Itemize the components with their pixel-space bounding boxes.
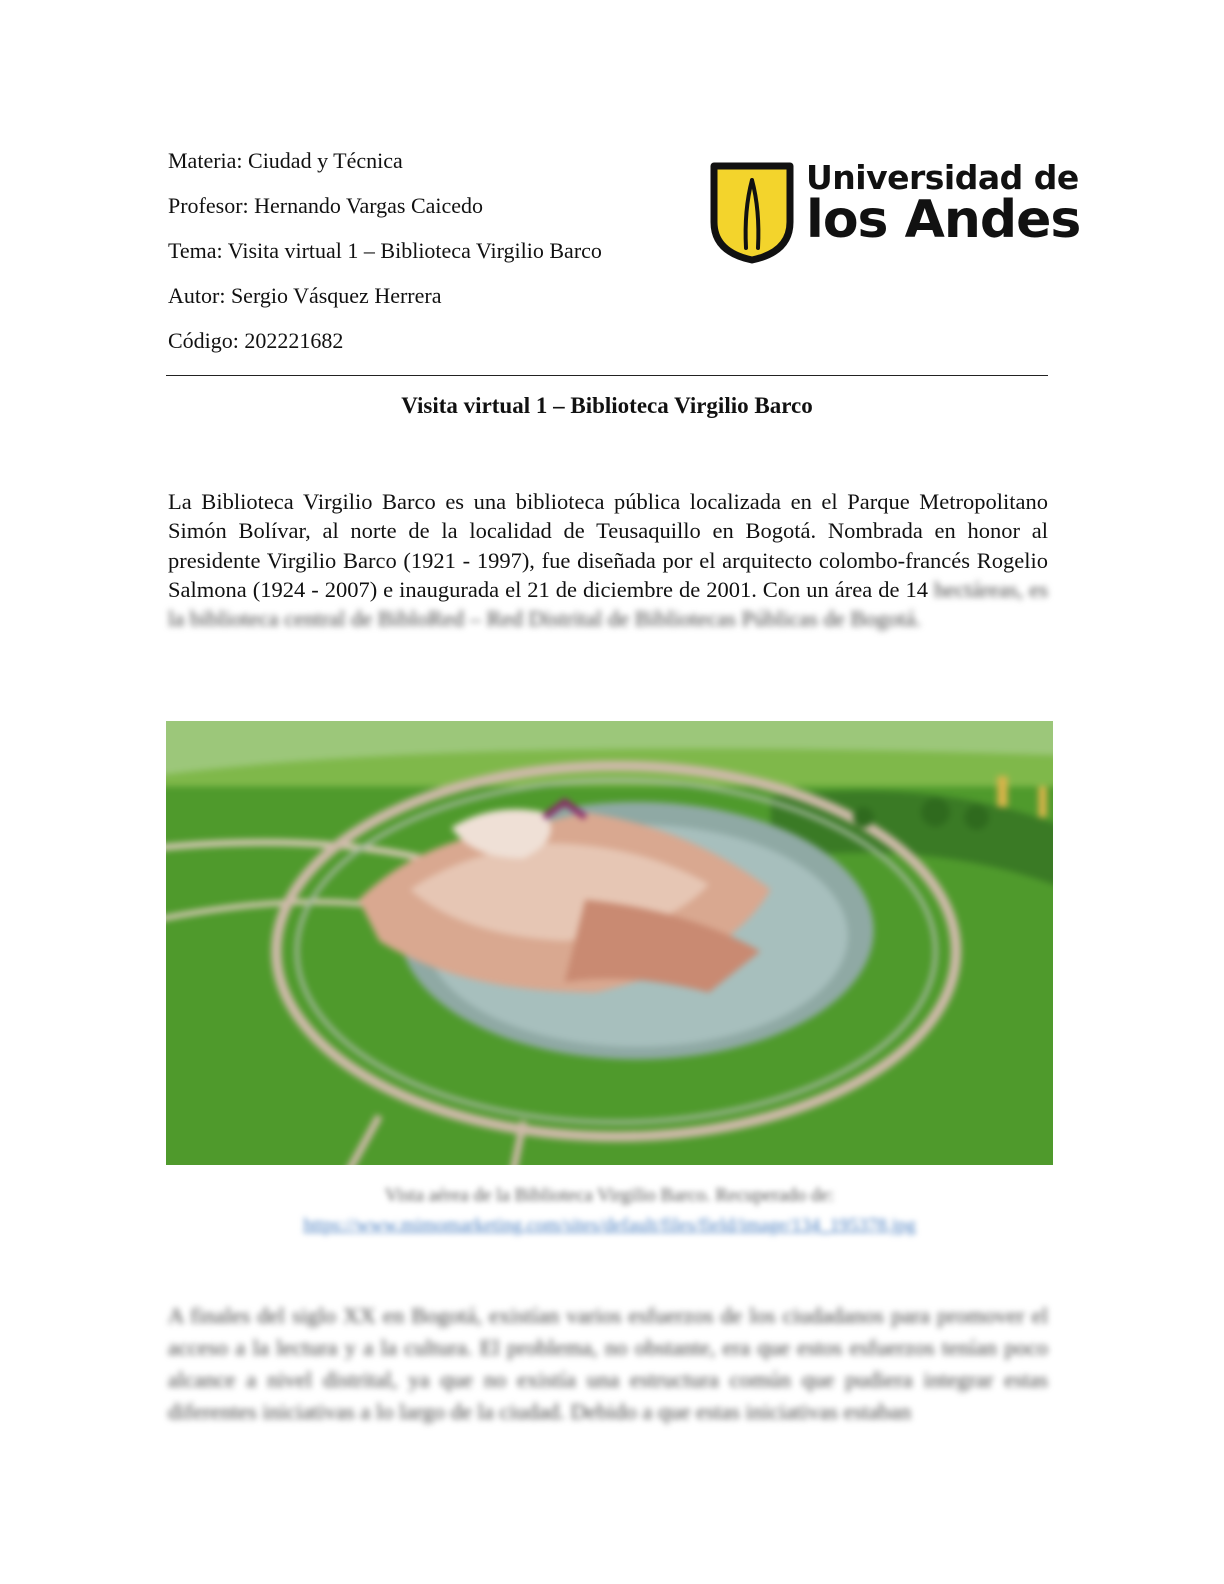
topic-line: Tema: Visita virtual 1 – Biblioteca Virgilio Barco (168, 238, 602, 263)
author-line: Autor: Sergio Vásquez Herrera (168, 283, 442, 308)
body-paragraph: A finales del siglo XX en Bogotá, existían varios esfuerzos de los ciudadanos para promover el acceso a la lectura y a la cultura. El problema, no obstante, era que estos esfuerzos tenían poco alcance a nivel distrital, ya que no existía una estructura común que pudiera integrar estas diferentes iniciativas a lo largo de la ciudad. Debido a que estas iniciativas estaban (168, 1303, 1048, 1424)
document-title: Visita virtual 1 – Biblioteca Virgilio Barco (401, 393, 813, 418)
document-header (168, 138, 602, 363)
intro-paragraph (168, 487, 1048, 633)
logo-line2: los Andes (806, 190, 1081, 250)
intro-blurred-text: hectáreas, es la biblioteca central de BibloRed – Red Distrital de Bibliotecas Públicas de Bogotá. (168, 576, 1048, 632)
logo-wordmark (806, 158, 1081, 250)
professor-line: Profesor: Hernando Vargas Caicedo (168, 193, 484, 218)
intro-visible-text: La Biblioteca Virgilio Barco es una biblioteca pública localizada en el Parque Metropolitano Simón Bolívar, al norte de la localidad de Teusaquillo en Bogotá. Nombrada en honor al presidente Virgilio Barco (1921 - 1997), fue diseñada por el arquitecto colombo-francés Rogelio Salmona (1924 - 2007) e inaugurada el 21 de diciembre de 2001. Con un área de 14 (168, 489, 1048, 602)
photo-caption (166, 1181, 1053, 1241)
caption-link[interactable]: https://www.mimomarketing.com/sites/default/files/field/image/134_195378.jpg (303, 1215, 916, 1236)
shield-icon (708, 160, 796, 264)
course-line: Materia: Ciudad y Técnica (168, 148, 403, 173)
code-line: Código: 202221682 (168, 328, 344, 353)
university-logo (708, 158, 1081, 268)
caption-text: Vista aérea de la Biblioteca Virgilio Barco. Recuperado de: (384, 1185, 835, 1206)
logo-line1: Universidad de (806, 158, 1079, 197)
aerial-photo (166, 721, 1053, 1165)
header-divider (166, 375, 1048, 376)
